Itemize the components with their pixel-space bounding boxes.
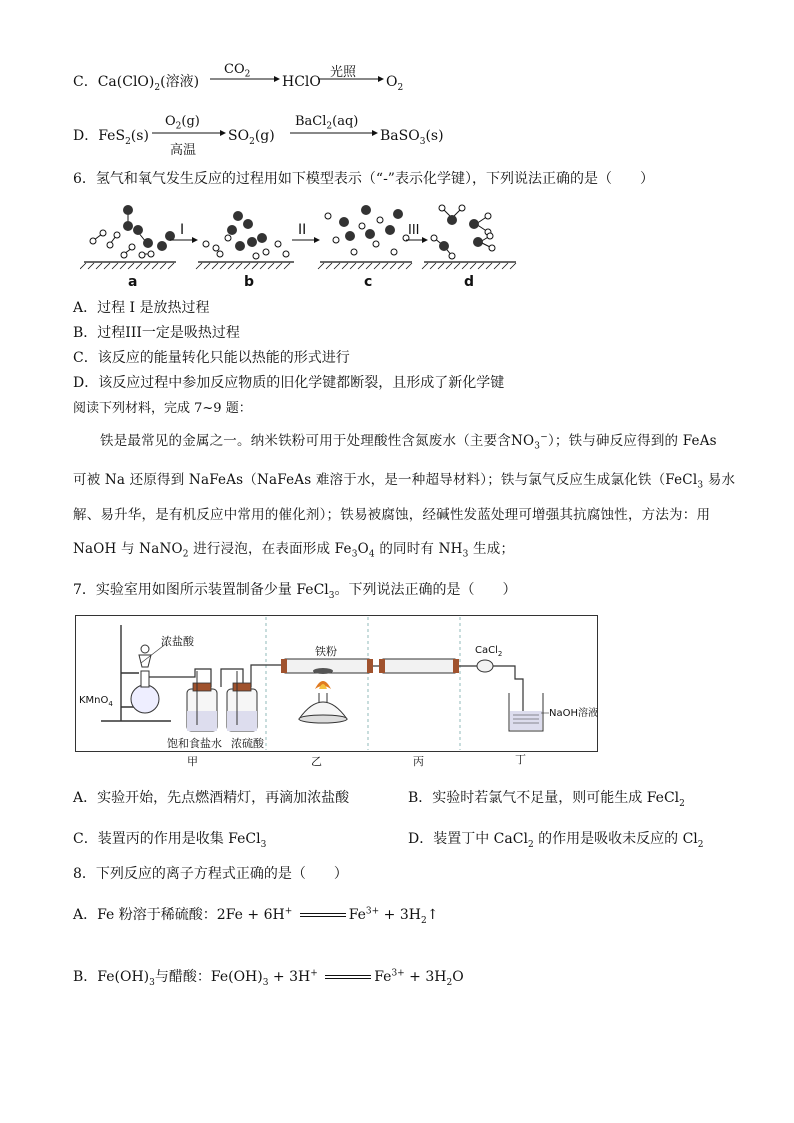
so2: $SO_2(g)$ xyxy=(228,128,275,147)
q7-option-c: C．装置丙的作用是收集 FeCl$_3$ xyxy=(73,831,267,850)
reaction-arrow xyxy=(318,74,384,84)
arrow-label-light: 光照 xyxy=(330,65,357,80)
q7-option-d: D．装置丁中 CaCl$_2$ 的作用是吸收未反应的 $Cl_2$ xyxy=(408,831,704,850)
q7-apparatus-diagram xyxy=(75,615,599,769)
label-b: b xyxy=(244,274,255,290)
reading-intro: 阅读下列材料，完成 7~9 题： xyxy=(73,401,252,416)
label-iron-powder: 铁粉 xyxy=(315,645,337,658)
arrow-label-o2: $O_2(g)$ xyxy=(165,114,200,132)
reaction-arrow xyxy=(210,74,280,84)
label-cacl2: CaCl$_2$ xyxy=(475,645,503,658)
label-d: d xyxy=(464,274,475,290)
q7-option-b: B．实验时若氯气不足量，则可能生成 FeCl$_2$ xyxy=(408,790,685,809)
option-d-prev: D．FeS$_2$(s) xyxy=(73,128,149,147)
label-conc-h2so4: 浓硫酸 xyxy=(231,737,264,750)
reaction-arrow xyxy=(290,128,378,138)
q7-option-a: A．实验开始，先点燃酒精灯，再滴加浓盐酸 xyxy=(73,790,350,806)
q6-option-c: C．该反应的能量转化只能以热能的形式进行 xyxy=(73,350,350,366)
q8-option-a: A．Fe 粉溶于稀硫酸：2Fe + 6H+ $Fe^{3+}$ + $3H_2↑$ xyxy=(73,906,439,926)
hclo: HClO xyxy=(282,74,321,90)
q6-option-b: B．过程III一定是吸热过程 xyxy=(73,325,240,341)
baso3: BaSO$_3$(s) xyxy=(380,128,444,147)
reading-line-2: 可被 Na 还原得到 NaFeAs（NaFeAs 难溶于水，是一种超导材料）；铁与氯气反应生成氯化铁（FeCl$_3$ 易水 xyxy=(73,472,736,491)
label-kmno4: KMnO$_4$ xyxy=(79,695,113,708)
option-c-prev: C．$Ca(ClO)_2$(溶液) xyxy=(73,74,200,93)
equals-sign xyxy=(300,913,346,917)
label-conc-hcl: 浓盐酸 xyxy=(161,635,194,648)
arrow-label-high-temp: 高温 xyxy=(170,143,197,158)
q6-option-a: A．过程 I 是放热过程 xyxy=(73,300,210,316)
reading-line-1: 铁是最常见的金属之一。纳米铁粉可用于处理酸性含氮废水（主要含$NO_3^-$）；铁与砷反应得到的 FeAs xyxy=(100,432,717,452)
label-sat-nacl: 饱和食盐水 xyxy=(167,737,222,750)
q6-stem: 6．氢气和氧气发生反应的过程用如下模型表示（“-”表示化学键），下列说法正确的是（ ） xyxy=(73,171,654,187)
step-1-label: I xyxy=(180,222,185,238)
o2: $O_2$ xyxy=(386,74,404,93)
section-ding: 丁 xyxy=(515,753,526,766)
reaction-arrow xyxy=(152,128,226,138)
arrow-label-co2: $CO_2$ xyxy=(224,62,251,80)
q6-option-d: D．该反应过程中参加反应物质的旧化学键都断裂，且形成了新化学键 xyxy=(73,375,505,391)
step-2-label: II xyxy=(298,222,307,238)
q8-stem: 8．下列反应的离子方程式正确的是（ ） xyxy=(73,866,348,882)
label-a: a xyxy=(128,274,138,290)
section-yi: 乙 xyxy=(311,755,322,768)
arrow-label-bacl2: BaCl$_2$(aq) xyxy=(295,114,359,132)
gas-up-arrow: ↑ xyxy=(426,907,439,923)
label-c: c xyxy=(364,274,373,290)
q8-option-b: B．$Fe(OH)_3$与醋酸：$Fe(OH)_3 + 3H^+$ $Fe^{3+} + 3H_2O$ xyxy=(73,968,464,988)
equals-sign xyxy=(325,975,371,979)
reading-line-4: NaOH 与 NaNO$_2$ 进行浸泡，在表面形成 $Fe_3O_4$ 的同时有 $NH_3$ 生成； xyxy=(73,541,515,560)
section-jia: 甲 xyxy=(187,755,198,768)
q7-stem: 7．实验室用如图所示装置制备少量 FeCl$_3$。下列说法正确的是（ ） xyxy=(73,582,517,601)
label-naoh: NaOH溶液 xyxy=(549,708,598,719)
section-bing: 丙 xyxy=(413,755,424,768)
step-3-label: III xyxy=(408,223,420,238)
q6-molecule-diagram xyxy=(80,196,520,292)
reading-line-3: 解、易升华，是有机反应中常用的催化剂）；铁易被腐蚀，经碱性发蓝处理可增强其抗腐蚀性，方法为：用 xyxy=(73,507,711,523)
